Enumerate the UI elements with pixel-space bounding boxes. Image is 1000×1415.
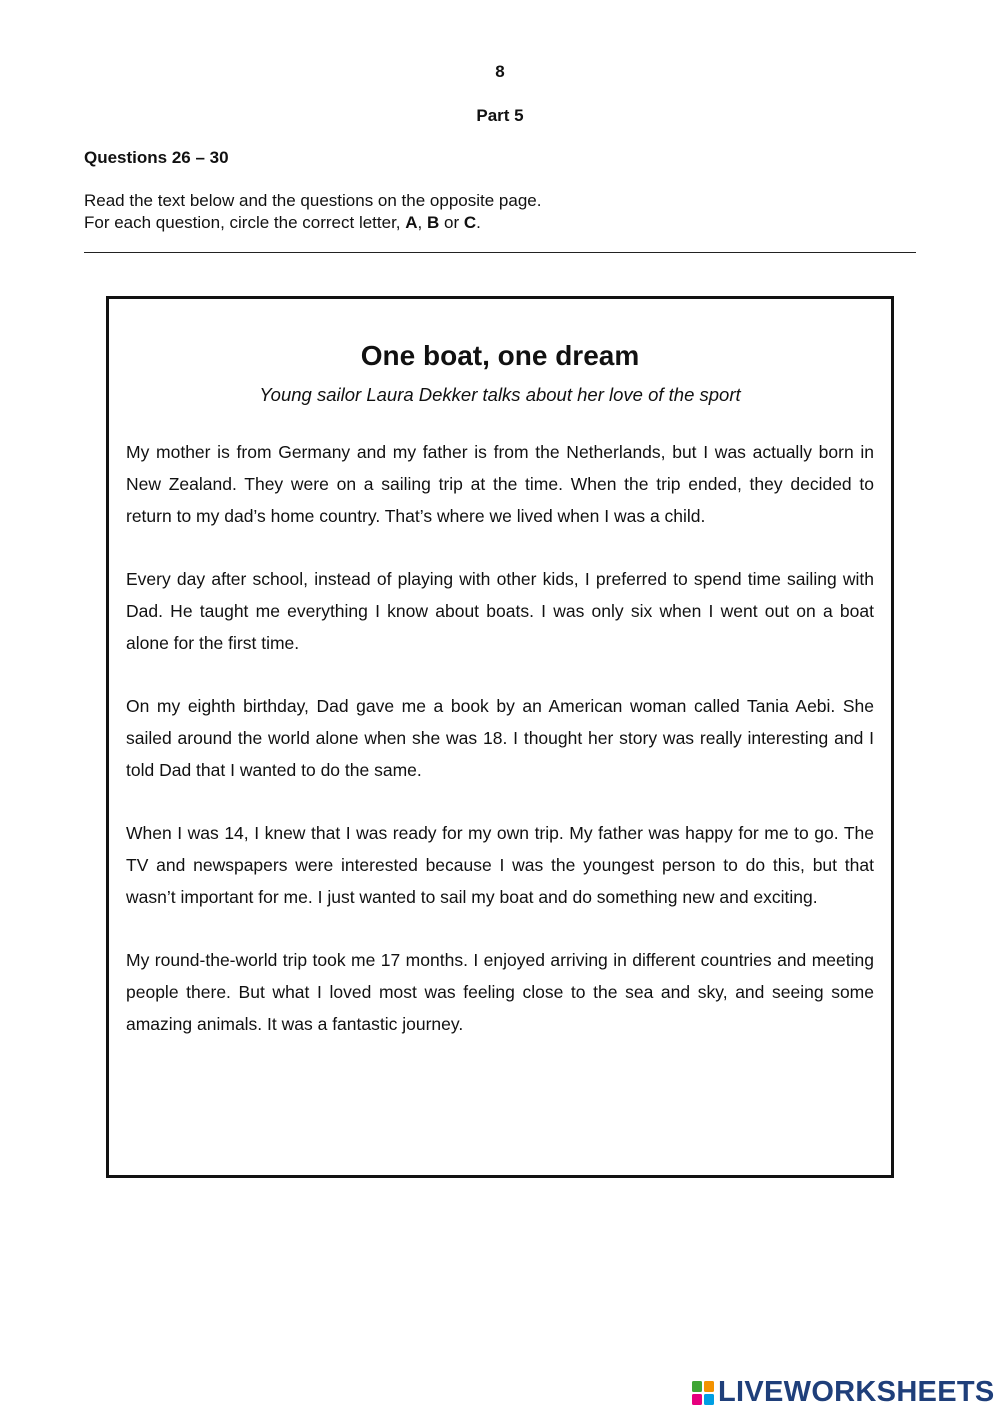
option-c: C <box>463 213 477 232</box>
separator: , <box>417 213 427 232</box>
logo-text: LIVEWORKSHEETS <box>718 1376 995 1408</box>
article-subtitle: Young sailor Laura Dekker talks about her love of the sport <box>259 384 741 405</box>
full-stop: . <box>476 213 481 232</box>
separator: or <box>439 213 464 232</box>
instruction-line-2 <box>84 212 541 234</box>
divider <box>84 252 916 253</box>
instructions <box>84 190 541 234</box>
article-title: One boat, one dream <box>360 340 640 371</box>
option-a: A <box>405 213 418 232</box>
option-b: B <box>427 213 440 232</box>
liveworksheets-logo[interactable] <box>692 1376 995 1409</box>
instruction-text: For each question, circle the correct letter, <box>84 213 406 232</box>
article-paragraph: On my eighth birthday, Dad gave me a book by an American woman called Tania Aebi. She sailed around the world alone when she was 18. I thought her story was really interesting and I told Dad that I wanted to do the same. <box>126 696 874 780</box>
questions-heading: Questions 26 – 30 <box>84 148 229 167</box>
article-paragraph: My round-the-world trip took me 17 months. I enjoyed arriving in different countries and meeting people there. But what I loved most was feeling close to the sea and sky, and seeing some amazing animals. It was a fantastic journey. <box>126 950 874 1034</box>
liveworksheets-logo-icon <box>692 1381 714 1405</box>
page-number: 8 <box>495 62 505 81</box>
article-paragraph: When I was 14, I knew that I was ready for my own trip. My father was happy for me to go. The TV and newspapers were interested because I was the youngest person to do this, but that wasn’t important for me. I just wanted to sail my boat and do something new and exciting. <box>126 823 874 907</box>
part-title: Part 5 <box>476 106 524 125</box>
instruction-line-1: Read the text below and the questions on the opposite page. <box>84 191 542 210</box>
article-paragraph: Every day after school, instead of playing with other kids, I preferred to spend time sailing with Dad. He taught me everything I know about boats. I was only six when I went out on a boat alone for the first time. <box>126 569 874 653</box>
article-paragraph: My mother is from Germany and my father is from the Netherlands, but I was actually born in New Zealand. They were on a sailing trip at the time. When the trip ended, they decided to return to my dad’s home country. That’s where we lived when I was a child. <box>126 442 874 526</box>
article-body <box>126 436 874 1071</box>
